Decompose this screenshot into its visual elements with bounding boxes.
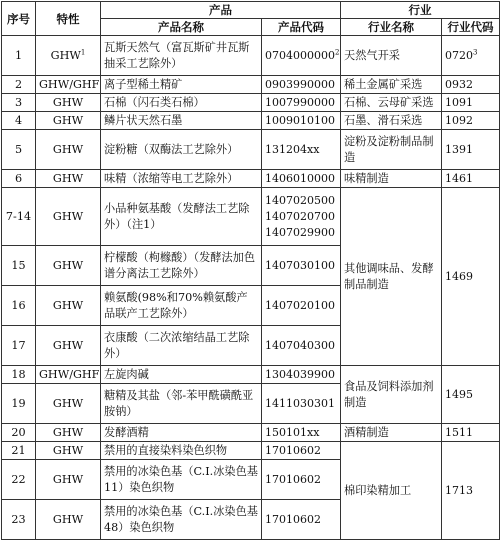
merged-industry-name: 食品及饲料添加剂制造 [341,366,442,424]
row-industry-name: 淀粉及淀粉制品制造 [341,130,442,170]
row-product-code: 150101xx [262,424,341,442]
row-industry-name: 石墨、滑石采选 [341,112,442,130]
row-product-code [262,188,341,246]
header-industry-name: 行业名称 [341,19,442,36]
merged-industry-name: 其他调味品、发酵制品制造 [341,188,442,366]
header-product-code: 产品代码 [262,19,341,36]
row-seq: 1 [2,36,36,76]
row-product-code: 1304039900 [262,366,341,384]
row-product-name: 衣康酸（二次浓缩结晶工艺除外） [101,326,262,366]
row-seq: 18 [2,366,36,384]
row-feature: GHW/GHF [36,366,101,384]
row-product-name: 禁用的直接染料染色织物 [101,442,262,460]
row-product-code: 131204xx [262,130,341,170]
row-product-code: 1007990000 [262,94,341,112]
row-product-code: 1406010000 [262,170,341,188]
row-product-code: 1407020100 [262,286,341,326]
row-seq: 15 [2,246,36,286]
row-feature: GHW [36,94,101,112]
row-seq: 22 [2,460,36,500]
row-seq: 19 [2,384,36,424]
row-feature: GHW$^1$ [36,36,101,76]
header-industry: 行业 [341,2,500,19]
header-feature: 特性 [36,2,101,36]
row-industry-name: 稀土金属矿采选 [341,76,442,94]
row-feature: GHW [36,188,101,246]
row-product-code: 1407040300 [262,326,341,366]
row-product-name: 离子型稀土精矿 [101,76,262,94]
row-product-code: 0903990000 [262,76,341,94]
merged-industry-code: 1713 [442,442,500,540]
row-industry-name: 天然气开采 [341,36,442,76]
row-product-name: 鳞片状天然石墨 [101,112,262,130]
row-product-name: 发酵酒精 [101,424,262,442]
row-product-code: 0704000000$^2$ [262,36,341,76]
row-seq: 16 [2,286,36,326]
product-code-line: 1407020700 [265,209,335,223]
header-product-name: 产品名称 [101,19,262,36]
row-product-code: 17010602 [262,500,341,540]
row-product-name: 石棉（闪石类石棉） [101,94,262,112]
row-seq: 23 [2,500,36,540]
header-industry-code: 行业代码 [442,19,500,36]
row-product-code: 17010602 [262,460,341,500]
row-feature: GHW [36,326,101,366]
row-product-code: 1407030100 [262,246,341,286]
row-industry-name: 味精制造 [341,170,442,188]
merged-industry-name: 棉印染精加工 [341,442,442,540]
row-feature: GHW [36,384,101,424]
row-seq: 20 [2,424,36,442]
row-seq: 2 [2,76,36,94]
table-row [2,424,500,442]
row-feature: GHW [36,460,101,500]
table-row [2,442,500,460]
row-feature: GHW [36,424,101,442]
table-row [2,76,500,94]
row-seq: 3 [2,94,36,112]
row-industry-code: 1391 [442,130,500,170]
row-feature: GHW [36,286,101,326]
row-seq: 7-14 [2,188,36,246]
row-product-code: 1411030301 [262,384,341,424]
table-row [2,36,500,76]
row-feature: GHW [36,112,101,130]
row-industry-code: 0720$^3$ [442,36,500,76]
row-industry-name: 酒精制造 [341,424,442,442]
row-seq: 6 [2,170,36,188]
row-feature: GHW [36,442,101,460]
row-industry-code: 1091 [442,94,500,112]
row-feature: GHW [36,500,101,540]
table-row [2,366,500,384]
row-feature: GHW [36,170,101,188]
row-feature: GHW [36,246,101,286]
table-row [2,94,500,112]
row-seq: 5 [2,130,36,170]
row-industry-name: 石棉、云母矿采选 [341,94,442,112]
product-code-line: 1407020500 [265,193,335,207]
row-product-name: 味精（浓缩等电工艺除外） [101,170,262,188]
row-product-name: 左旋肉碱 [101,366,262,384]
merged-industry-code: 1495 [442,366,500,424]
row-product-name: 赖氨酸(98%和70%赖氨酸产品联产工艺除外） [101,286,262,326]
row-seq: 4 [2,112,36,130]
row-industry-code: 1511 [442,424,500,442]
table-row [2,112,500,130]
row-industry-code: 1461 [442,170,500,188]
table-row [2,188,500,246]
row-product-name: 柠檬酸（枸橼酸）（发酵法加色谱分离法工艺除外） [101,246,262,286]
row-industry-code: 0932 [442,76,500,94]
merged-industry-code: 1469 [442,188,500,366]
row-product-name: 禁用的冰染色基（C.I.冰染色基11）染色织物 [101,460,262,500]
table-row [2,170,500,188]
product-industry-table [1,1,500,540]
row-product-name: 小品种氨基酸（发酵法工艺除外）（注1） [101,188,262,246]
product-code-line: 1407029900 [265,225,335,239]
row-feature: GHW/GHF [36,76,101,94]
row-product-code: 17010602 [262,442,341,460]
row-industry-code: 1092 [442,112,500,130]
row-product-name: 糖精及其盐（邻-苯甲酰磺酰亚胺钠） [101,384,262,424]
header-product: 产品 [101,2,341,19]
header-seq: 序号 [2,2,36,36]
row-product-name: 禁用的冰染色基（C.I.冰染色基48）染色织物 [101,500,262,540]
row-product-code: 1009010100 [262,112,341,130]
row-product-name: 瓦斯天然气（富瓦斯矿井瓦斯抽采工艺除外） [101,36,262,76]
row-product-name: 淀粉糖（双酶法工艺除外） [101,130,262,170]
row-seq: 17 [2,326,36,366]
table-row [2,130,500,170]
row-feature: GHW [36,130,101,170]
row-seq: 21 [2,442,36,460]
